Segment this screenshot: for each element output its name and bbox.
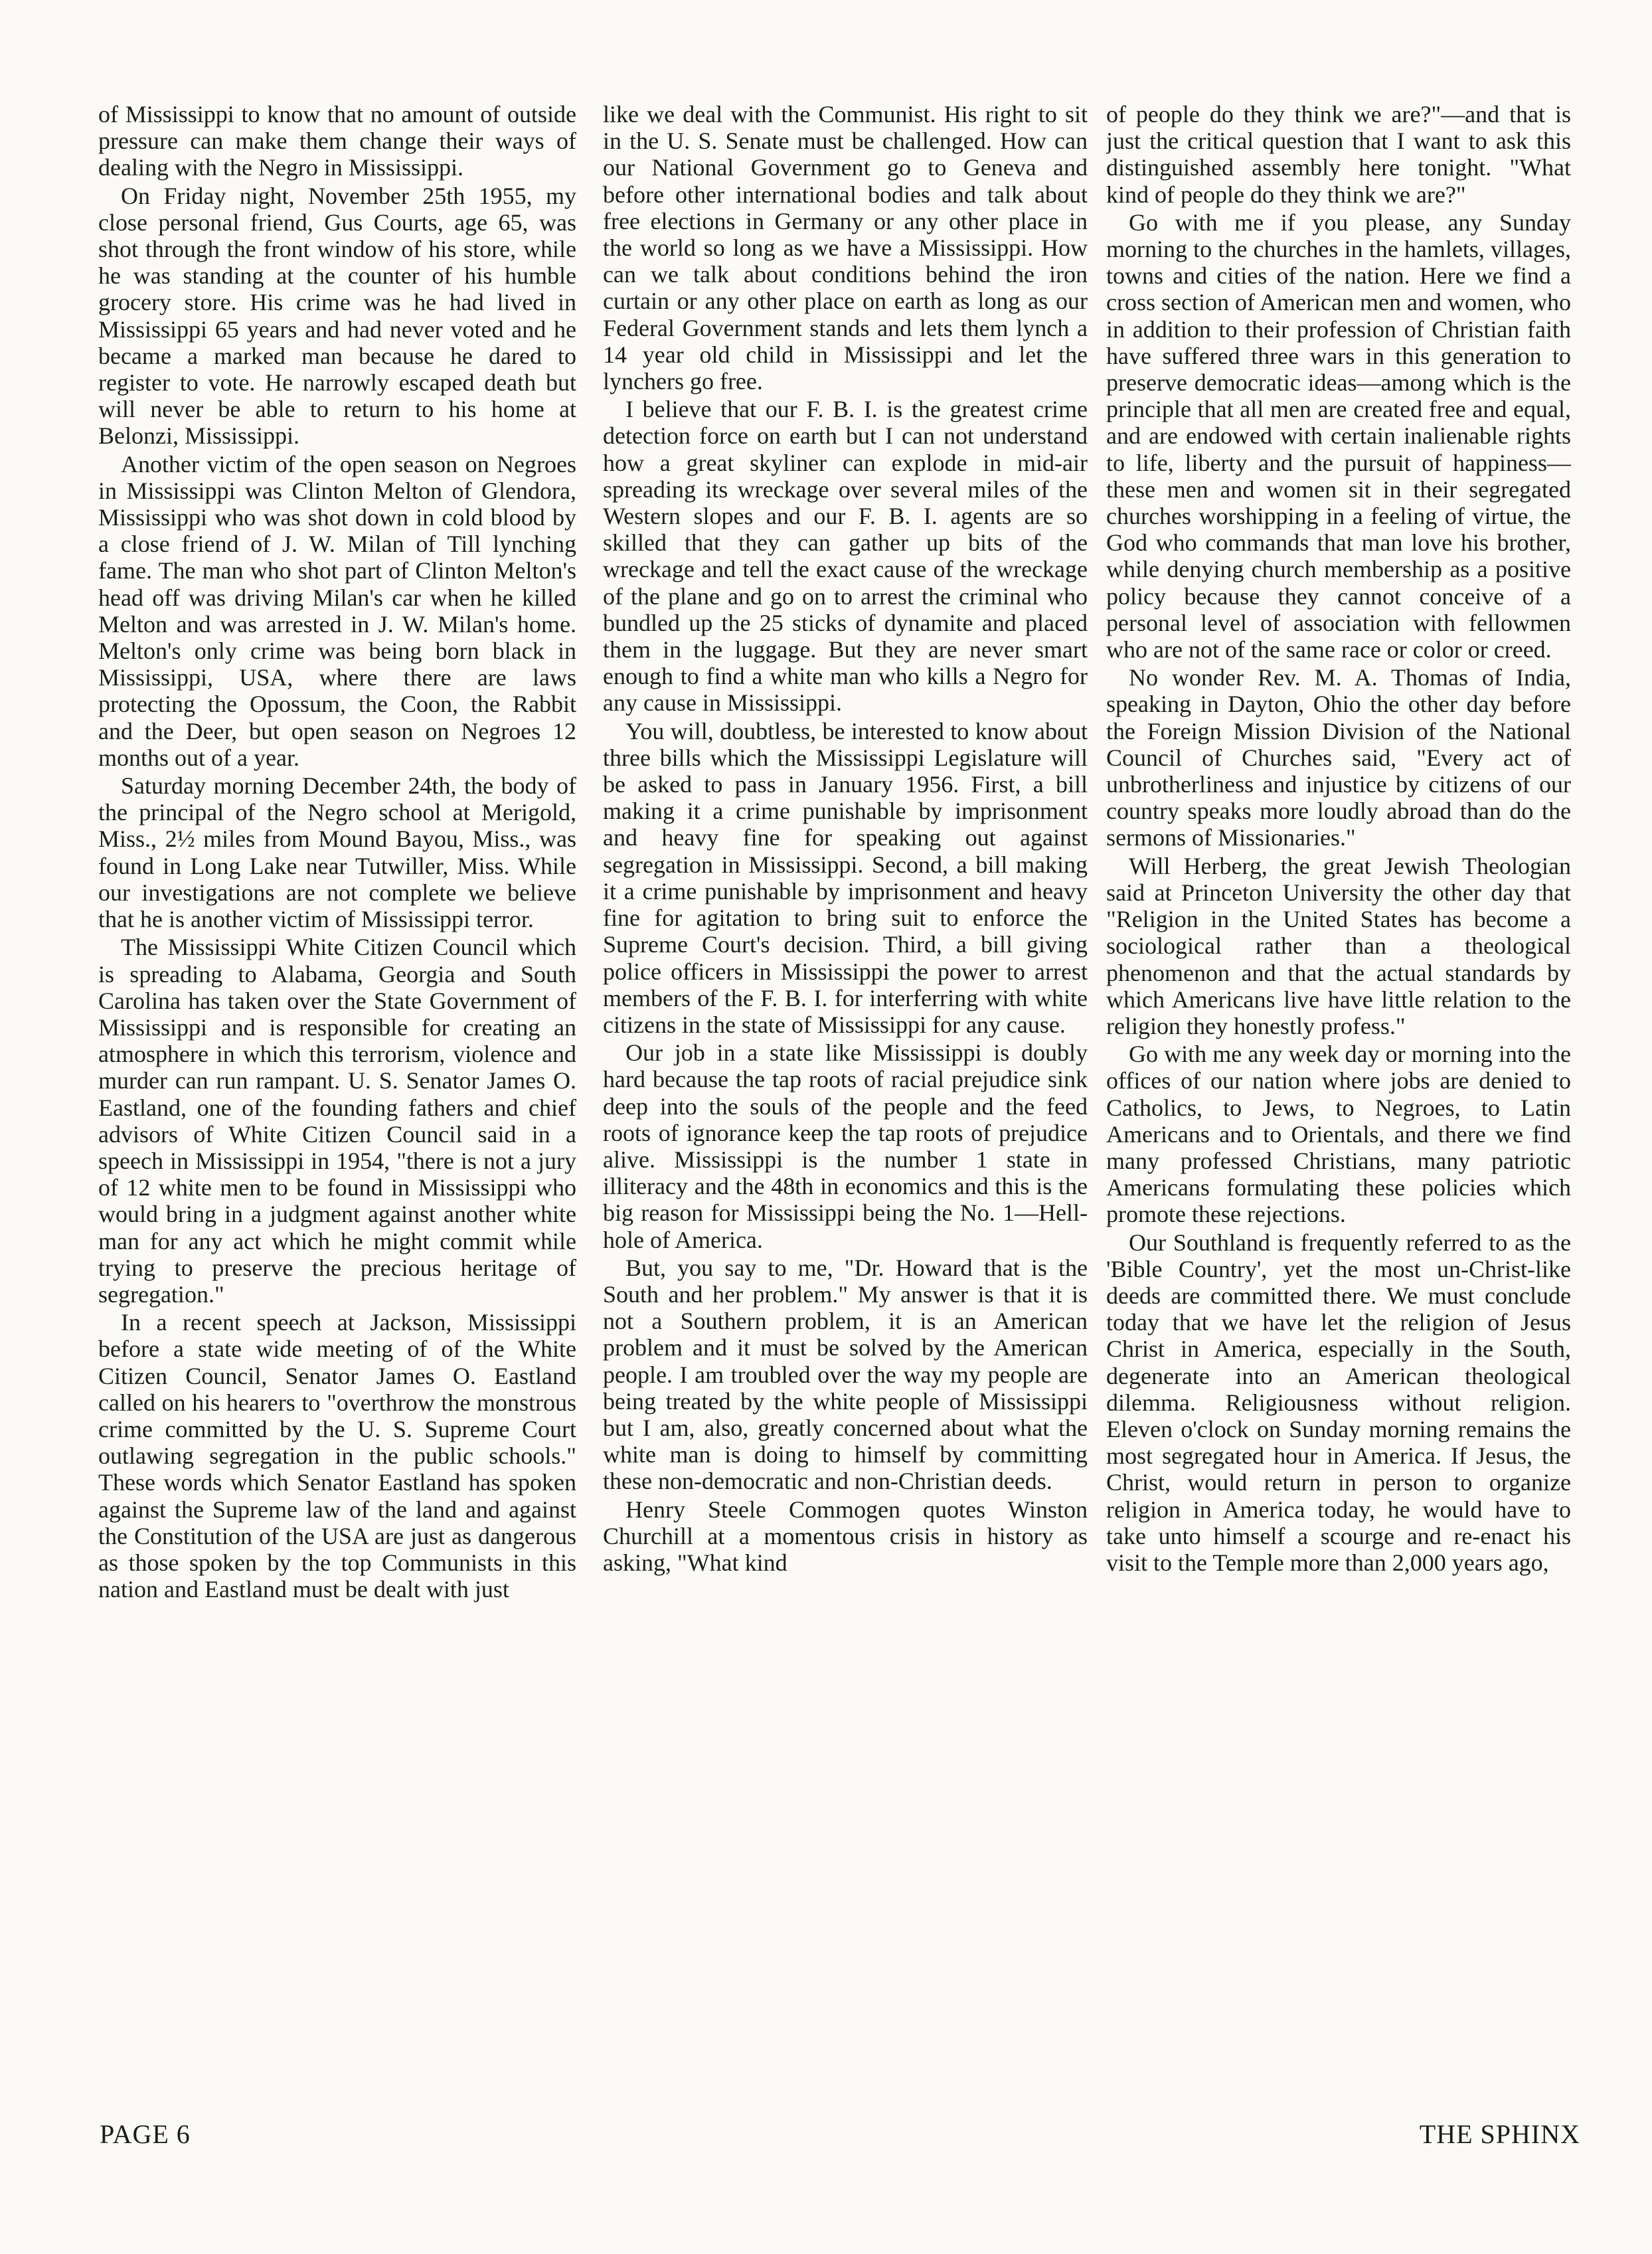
page-number: PAGE 6 (100, 2119, 191, 2149)
paragraph: No wonder Rev. M. A. Thomas of India, speaking in Dayton, Ohio the other day before the Foreign Mission Division of the National Council of Churches said, "Every act of unbrotherliness and injustice by citizens of our country speaks more loudly abroad than do the sermons of Missionaries." (1106, 664, 1571, 851)
paragraph: of Mississippi to know that no amount of outside pressure can make them change their ways of dealing with the Negro in Mississippi. (98, 101, 576, 181)
paragraph: like we deal with the Communist. His right to sit in the U. S. Senate must be challenged. How can our National Government go to Geneva and before other international bodies and talk about free elections in Germany or any other place in the world so long as we have a Mississippi. How can we talk about conditions behind the iron curtain or any other place on earth as long as our Federal Government stands and lets them lynch a 14 year old child in Mississippi and let the lynchers go free. (603, 101, 1088, 395)
paragraph: Our job in a state like Mississippi is doubly hard because the tap roots of racial prejudice sink deep into the souls of the people and the feed roots of ignorance keep the tap roots of prejudice alive. Mississippi is the number 1 state in illiteracy and the 48th in economics and this is the big reason for Mississippi being the No. 1—Hell-hole of America. (603, 1039, 1088, 1253)
paragraph: The Mississippi White Citizen Council which is spreading to Alabama, Georgia and South Carolina has taken over the State Government of Mississippi and is responsible for creating an atmosphere in which this terrorism, violence and murder can run rampant. U. S. Senator James O. Eastland, one of the founding fathers and chief advisors of White Citizen Council said in a speech in Mississippi in 1954, "there is not a jury of 12 white men to be found in Mississippi who would bring in a judgment against another white man for any act which he might commit while trying to preserve the precious heritage of segregation." (98, 934, 576, 1308)
paragraph: Will Herberg, the great Jewish Theologian said at Princeton University the other day that "Religion in the United States has become a sociological rather than a theological phenomenon and that the actual standards by which Americans live have little relation to the religion they honestly profess." (1106, 852, 1571, 1039)
paragraph: Go with me any week day or morning into the offices of our nation where jobs are denied to Catholics, to Jews, to Negroes, to Latin Americans and to Orientals, and there we find many professed Christians, many patriotic Americans formulating these policies which promote these rejections. (1106, 1041, 1571, 1228)
paragraph: Go with me if you please, any Sunday morning to the churches in the hamlets, villages, towns and cities of the nation. Here we find a cross section of American men and women, who in addition to their profession of Christian faith have suffered three wars in this generation to preserve democratic ideas—among which is the principle that all men are created free and equal, and are endowed with certain inalienable rights to life, liberty and the pursuit of happiness—these men and women sit in their segregated churches worshipping in a feeling of virtue, the God who commands that man love his brother, while denying church membership as a positive policy because they cannot conceive of a personal level of association with fellowmen who are not of the same race or color or creed. (1106, 209, 1571, 663)
paragraph: In a recent speech at Jackson, Mississippi before a state wide meeting of of the White Citizen Council, Senator James O. Eastland called on his hearers to "overthrow the monstrous crime committed by the U. S. Supreme Court outlawing segregation in the public schools." These words which Senator Eastland has spoken against the Supreme law of the land and against the Constitution of the USA are just as dangerous as those spoken by the top Communists in this nation and Eastland must be dealt with just (98, 1309, 576, 1603)
text-column-3 (1106, 101, 1571, 2107)
paragraph: But, you say to me, "Dr. Howard that is the South and her problem." My answer is that it is not a Southern problem, it is an American problem and it must be solved by the American people. I am troubled over the way my people are being treated by the white people of Mississippi but I am, also, greatly concerned about what the white man is doing to himself by committing these non-democratic and non-Christian deeds. (603, 1254, 1088, 1495)
paragraph: Henry Steele Commogen quotes Winston Churchill at a momentous crisis in history as asking, "What kind (603, 1496, 1088, 1576)
paragraph: I believe that our F. B. I. is the greatest crime detection force on earth but I can not understand how a great skyliner can explode in mid-air spreading its wreckage over several miles of the Western slopes and our F. B. I. agents are so skilled that they can gather up bits of the wreckage and tell the exact cause of the wreckage of the plane and go on to arrest the criminal who bundled up the 25 sticks of dynamite and placed them in the luggage. But they are never smart enough to find a white man who kills a Negro for any cause in Mississippi. (603, 396, 1088, 717)
paragraph: Our Southland is frequently referred to as the 'Bible Country', yet the most un-Christ-like deeds are committed there. We must conclude today that we have let the religion of Jesus Christ in America, especially in the South, degenerate into an American theological dilemma. Religiousness without religion. Eleven o'clock on Sunday morning remains the most segregated hour in America. If Jesus, the Christ, would return in person to organize religion in America today, he would have to take unto himself a scourge and re-enact his visit to the Temple more than 2,000 years ago, (1106, 1229, 1571, 1576)
text-column-1 (98, 101, 576, 2107)
paragraph: of people do they think we are?"—and that is just the critical question that I want to ask this distinguished assembly here tonight. "What kind of people do they think we are?" (1106, 101, 1571, 208)
paragraph: On Friday night, November 25th 1955, my close personal friend, Gus Courts, age 65, was shot through the front window of his store, while he was standing at the counter of his humble grocery store. His crime was he had lived in Mississippi 65 years and had never voted and he became a marked man because he dared to register to vote. He narrowly escaped death but will never be able to return to his home at Belonzi, Mississippi. (98, 182, 576, 450)
publication-name: THE SPHINX (1419, 2119, 1580, 2149)
text-column-2 (603, 101, 1088, 2107)
paragraph: You will, doubtless, be interested to know about three bills which the Mississippi Legislature will be asked to pass in January 1956. First, a bill making it a crime punishable by imprisonment and heavy fine for speaking out against segregation in Mississippi. Second, a bill making it a crime punishable by imprisonment and heavy fine for agitation to bring suit to enforce the Supreme Court's decision. Third, a bill giving police officers in Mississippi the power to arrest members of the F. B. I. for interferring with white citizens in the state of Mississippi for any cause. (603, 717, 1088, 1038)
paragraph: Saturday morning December 24th, the body of the principal of the Negro school at Merigold, Miss., 2½ miles from Mound Bayou, Miss., was found in Long Lake near Tutwiller, Miss. While our investigations are not complete we believe that he is another victim of Mississippi terror. (98, 772, 576, 933)
paragraph: Another victim of the open season on Negroes in Mississippi was Clinton Melton of Glendora, Mississippi who was shot down in cold blood by a close friend of J. W. Milan of Till lynching fame. The man who shot part of Clinton Melton's head off was driving Milan's car when he killed Melton and was arrested in J. W. Milan's home. Melton's only crime was being born black in Mississippi, USA, where there are laws protecting the Opossum, the Coon, the Rabbit and the Deer, but open season on Negroes 12 months out of a year. (98, 450, 576, 771)
